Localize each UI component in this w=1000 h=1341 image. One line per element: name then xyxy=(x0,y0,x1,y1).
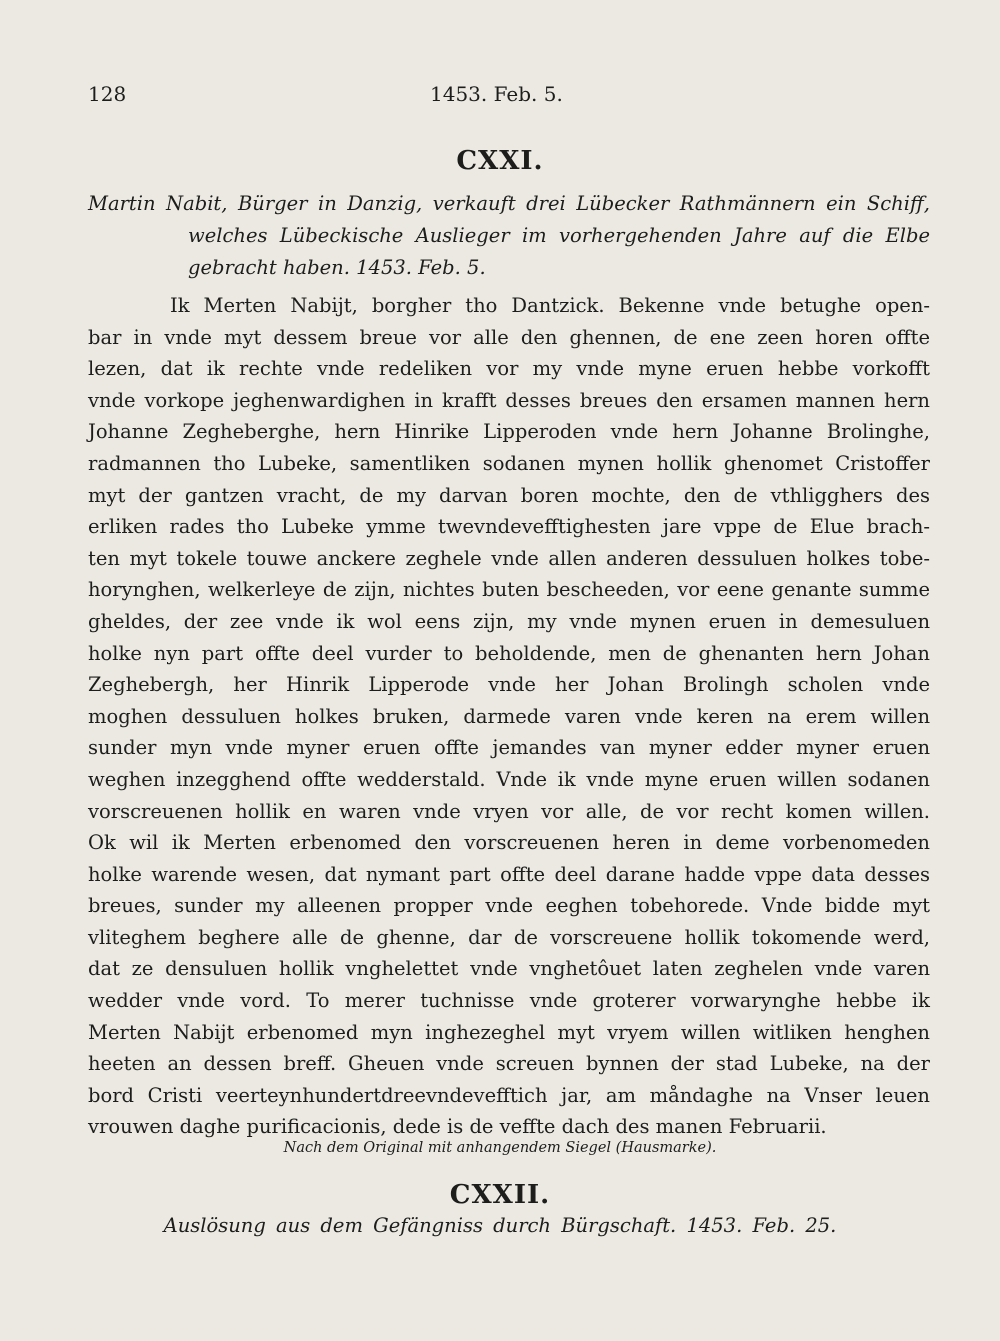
running-head-date: 1453. Feb. 5. xyxy=(430,82,563,106)
text-line: wedder vnde vord. To merer tuchnisse vnde groterer vorwarynghe hebbe ik xyxy=(88,989,930,1013)
text-line: Zeghebergh, her Hinrik Lipperode vnde her Johan Brolingh scholen vnde xyxy=(88,673,930,697)
text-line: Ok wil ik Merten erbenomed den vorscreuenen heren in deme vorbenomeden xyxy=(88,831,930,855)
text-line: Ik Merten Nabijt, borgher tho Dantzick. Bekenne vnde betughe open- xyxy=(170,294,930,317)
source-note: Nach dem Original mit anhangendem Siegel (Hausmarke). xyxy=(283,1140,717,1156)
text-line: vliteghem beghere alle de ghenne, dar de vorscreuene hollik tokomende werd, xyxy=(88,925,930,949)
text-line: Johanne Zegheberghe, hern Hinrike Lipperoden vnde hern Johanne Brolinghe, xyxy=(88,420,930,444)
text-line: lezen, dat ik rechte vnde redeliken vor my vnde myne eruen hebbe vorkofft xyxy=(88,357,930,381)
summary-line: Martin Nabit, Bürger in Danzig, verkauft drei Lübecker Rathmännern ein Schiff, xyxy=(88,192,930,215)
text-line: bord Cristi veerteynhundertdreevndevefftich jar, am måndaghe na Vnser leuen xyxy=(88,1083,930,1107)
page-number: 128 xyxy=(88,82,127,106)
charter-text xyxy=(88,290,930,1143)
document-summary xyxy=(88,188,930,284)
text-line: weghen inzegghend offte wedderstald. Vnde ik vnde myne eruen willen sodanen xyxy=(88,767,930,791)
text-line: horynghen, welkerleye de zijn, nichtes buten bescheeden, vor eene genante summe xyxy=(88,578,930,602)
text-line: erliken rades tho Lubeke ymme twevndevefftighesten jare vppe de Elue brach- xyxy=(88,515,930,539)
text-line: holke warende wesen, dat nymant part offte deel darane hadde vppe data desses xyxy=(88,862,930,886)
text-line: heeten an dessen breff. Gheuen vnde screuen bynnen der stad Lubeke, na der xyxy=(88,1052,930,1076)
text-line: vorscreuenen hollik en waren vnde vryen vor alle, de vor recht komen willen. xyxy=(88,799,930,823)
running-head xyxy=(88,82,928,112)
text-line: ten myt tokele touwe anckere zeghele vnde allen anderen dessuluen holkes tobe- xyxy=(88,546,930,570)
document-summary-cxxii: Auslösung aus dem Gefängniss durch Bürgschaft. 1453. Feb. 25. xyxy=(163,1214,837,1237)
text-line: sunder myn vnde myner eruen offte jemandes van myner edder myner eruen xyxy=(88,736,930,760)
text-line: bar in vnde myt dessem breue vor alle den ghennen, de ene zeen horen offte xyxy=(88,325,930,349)
summary-line: gebracht haben. 1453. Feb. 5. xyxy=(188,256,486,279)
text-line: Merten Nabijt erbenomed myn inghezeghel myt vryem willen witliken henghen xyxy=(88,1020,930,1044)
summary-line: welches Lübeckische Auslieger im vorhergehenden Jahre auf die Elbe xyxy=(188,224,930,247)
text-line: holke nyn part offte deel vurder to beholdende, men de ghenanten hern Johan xyxy=(88,641,930,665)
text-line: vrouwen daghe purificacionis, dede is de veffte dach des manen Februarii. xyxy=(88,1115,827,1139)
text-line: myt der gantzen vracht, de my darvan boren mochte, den de vthligghers des xyxy=(88,483,930,507)
document-number-cxxii: CXXII. xyxy=(449,1180,551,1210)
text-line: dat ze densuluen hollik vnghelettet vnde vnghetôuet laten zeghelen vnde varen xyxy=(88,957,930,981)
text-line: gheldes, der zee vnde ik wol eens zijn, my vnde mynen eruen in demesuluen xyxy=(88,609,930,633)
text-line: breues, sunder my alleenen propper vnde eeghen tobehorede. Vnde bidde myt xyxy=(88,894,930,918)
text-line: radmannen tho Lubeke, samentliken sodanen mynen hollik ghenomet Cristoffer xyxy=(88,451,930,475)
text-line: vnde vorkope jeghenwardighen in krafft desses breues den ersamen mannen hern xyxy=(88,388,930,412)
text-line: moghen dessuluen holkes bruken, darmede varen vnde keren na erem willen xyxy=(88,704,930,728)
document-number-cxxi: CXXI. xyxy=(456,146,544,176)
